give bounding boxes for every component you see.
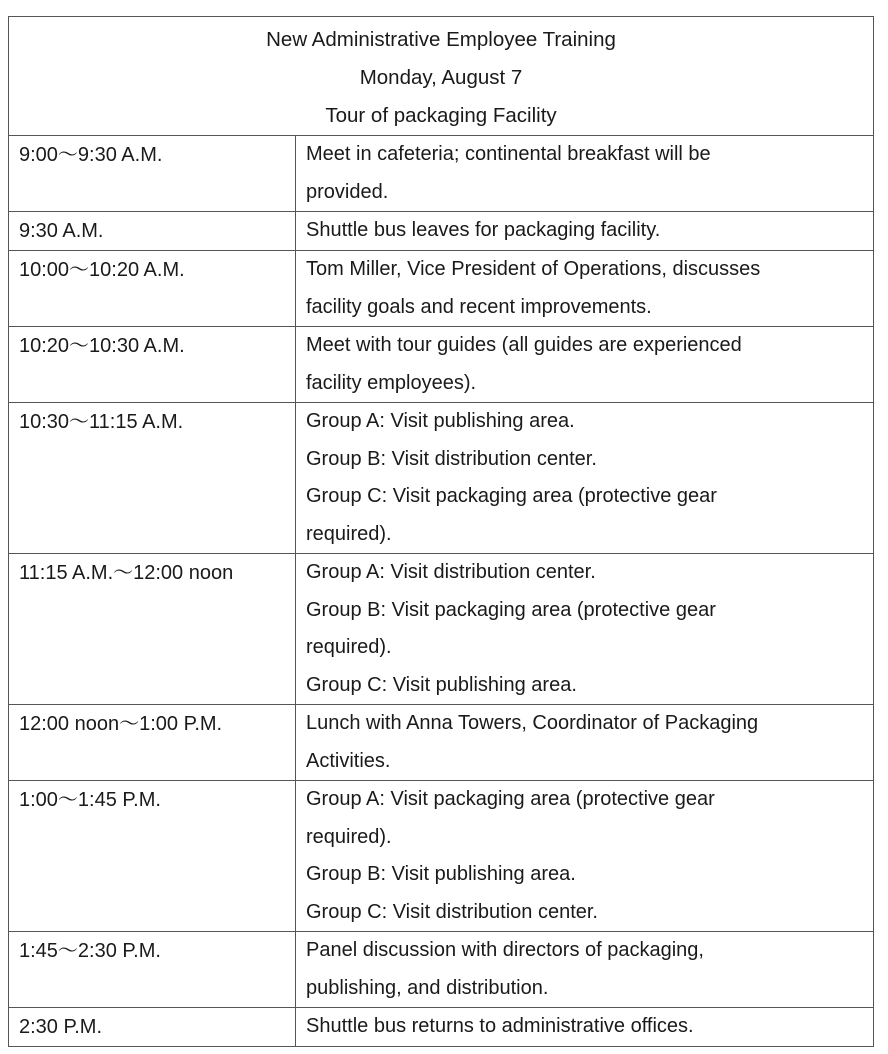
schedule-row: [9, 1008, 874, 1047]
schedule-title: New Administrative Employee Training: [266, 28, 616, 51]
activity-line: Group A: Visit packaging area (protective gear: [306, 788, 715, 810]
activity-cell: [296, 212, 874, 251]
time-slot: 9:30 A.M.: [9, 212, 296, 251]
time-slot: 1:00～1:45 P.M.: [9, 781, 296, 932]
activity-cell: [296, 251, 874, 327]
activity-line: Group C: Visit publishing area.: [306, 673, 577, 696]
activity-line: Group A: Visit distribution center.: [306, 561, 596, 583]
activity-line: required).: [306, 636, 392, 658]
activity-line: provided.: [306, 180, 389, 203]
activity-line: required).: [306, 825, 392, 848]
schedule-row: [9, 251, 874, 327]
time-slot: 1:45～2:30 P.M.: [9, 932, 296, 1008]
activity-line: Lunch with Anna Towers, Coordinator of Packaging: [306, 712, 759, 734]
activity-line: Group B: Visit packaging area (protective gear: [306, 598, 716, 621]
activity-line: required).: [306, 522, 392, 545]
activity-cell: [296, 327, 874, 403]
activity-cell: [296, 932, 874, 1008]
activity-line: Shuttle bus returns to administrative offices.: [306, 1015, 694, 1037]
schedule-row: [9, 136, 874, 212]
header-row: [9, 17, 874, 136]
activity-line: Panel discussion with directors of packaging,: [306, 939, 704, 961]
activity-line: publishing, and distribution.: [306, 976, 549, 999]
activity-cell: [296, 403, 874, 554]
time-slot: 11:15 A.M.～12:00 noon: [9, 554, 296, 705]
schedule-row: [9, 932, 874, 1008]
schedule-subtitle: Tour of packaging Facility: [325, 104, 557, 127]
activity-line: facility employees).: [306, 371, 477, 394]
schedule-date: Monday, August 7: [359, 66, 523, 89]
activity-cell: [296, 1008, 874, 1047]
time-slot: 10:30～11:15 A.M.: [9, 403, 296, 554]
training-schedule-table: [8, 16, 874, 1047]
activity-line: Group A: Visit publishing area.: [306, 410, 575, 432]
activity-line: Group C: Visit distribution center.: [306, 900, 598, 923]
activity-line: Group B: Visit publishing area.: [306, 863, 576, 885]
schedule-row: [9, 554, 874, 705]
activity-line: Activities.: [306, 749, 391, 772]
activity-line: Meet with tour guides (all guides are experienced: [306, 334, 742, 356]
activity-line: facility goals and recent improvements.: [306, 295, 652, 318]
schedule-row: [9, 327, 874, 403]
activity-line: Meet in cafeteria; continental breakfast will be: [306, 143, 711, 165]
time-slot: 10:20～10:30 A.M.: [9, 327, 296, 403]
schedule-row: [9, 781, 874, 932]
time-slot: 12:00 noon～1:00 P.M.: [9, 705, 296, 781]
activity-line: Tom Miller, Vice President of Operations, discusses: [306, 258, 761, 280]
schedule-row: [9, 403, 874, 554]
activity-line: Group B: Visit distribution center.: [306, 447, 597, 470]
time-slot: 10:00～10:20 A.M.: [9, 251, 296, 327]
time-slot: 9:00～9:30 A.M.: [9, 136, 296, 212]
time-slot: 2:30 P.M.: [9, 1008, 296, 1047]
activity-cell: [296, 554, 874, 705]
header-cell: [9, 17, 874, 136]
schedule-body: [9, 136, 874, 1047]
activity-cell: [296, 136, 874, 212]
activity-cell: [296, 781, 874, 932]
schedule-row: [9, 212, 874, 251]
activity-cell: [296, 705, 874, 781]
activity-line: Group C: Visit packaging area (protective gear: [306, 485, 717, 507]
schedule-row: [9, 705, 874, 781]
activity-line: Shuttle bus leaves for packaging facility.: [306, 219, 661, 241]
